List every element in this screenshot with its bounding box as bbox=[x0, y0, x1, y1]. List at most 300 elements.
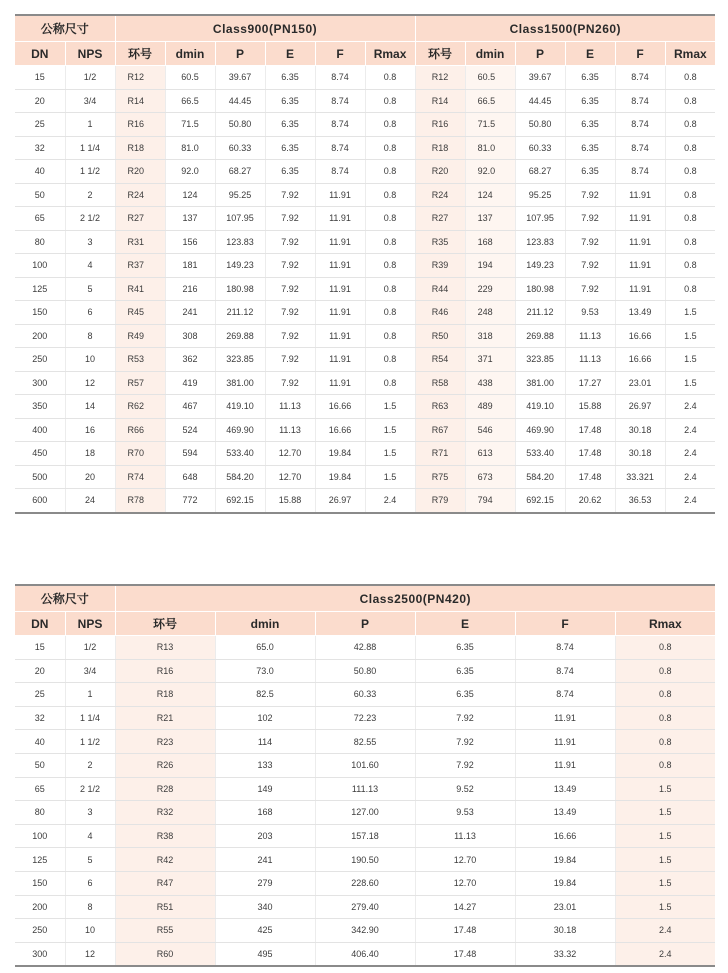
table-cell: 16.66 bbox=[615, 324, 665, 348]
table-cell: R31 bbox=[115, 230, 165, 254]
table-cell: 7.92 bbox=[265, 371, 315, 395]
table-cell: 6.35 bbox=[565, 136, 615, 160]
table-cell: 11.91 bbox=[315, 371, 365, 395]
table-cell: 600 bbox=[15, 489, 65, 513]
table-cell: 8.74 bbox=[315, 89, 365, 113]
table-cell: 6 bbox=[65, 871, 115, 895]
table-cell: 20.62 bbox=[565, 489, 615, 513]
table-row bbox=[15, 730, 715, 754]
table-cell: 1.5 bbox=[615, 777, 715, 801]
table-cell: 648 bbox=[165, 465, 215, 489]
table-cell: 794 bbox=[465, 489, 515, 513]
table-cell: 584.20 bbox=[215, 465, 265, 489]
dmin-header: dmin bbox=[465, 42, 515, 66]
table-cell: 19.84 bbox=[315, 442, 365, 466]
table-cell: 7.92 bbox=[265, 207, 315, 231]
table-row bbox=[15, 160, 715, 184]
rmax-header: Rmax bbox=[615, 612, 715, 636]
class900-header: Class900(PN150) bbox=[115, 15, 415, 42]
table-cell: 6.35 bbox=[265, 113, 315, 137]
table-cell: 0.8 bbox=[365, 254, 415, 278]
table-cell: 11.13 bbox=[565, 324, 615, 348]
table-cell: 30.18 bbox=[615, 418, 665, 442]
table-cell: 7.92 bbox=[265, 183, 315, 207]
table-cell: 13.49 bbox=[515, 801, 615, 825]
table-cell: 44.45 bbox=[215, 89, 265, 113]
table-cell: 533.40 bbox=[215, 442, 265, 466]
table-cell: 1.5 bbox=[615, 895, 715, 919]
table-cell: 180.98 bbox=[515, 277, 565, 301]
table-cell: 125 bbox=[15, 277, 65, 301]
table-cell: 229 bbox=[465, 277, 515, 301]
table-cell: 0.8 bbox=[615, 706, 715, 730]
table-cell: 125 bbox=[15, 848, 65, 872]
table-cell: R49 bbox=[115, 324, 165, 348]
table-cell: 180.98 bbox=[215, 277, 265, 301]
table-cell: 71.5 bbox=[465, 113, 515, 137]
table-row bbox=[15, 753, 715, 777]
table-cell: 11.13 bbox=[565, 348, 615, 372]
table-cell: 0.8 bbox=[665, 254, 715, 278]
table-cell: 10 bbox=[65, 348, 115, 372]
table-cell: 269.88 bbox=[515, 324, 565, 348]
table-cell: 12.70 bbox=[415, 871, 515, 895]
table-cell: 7.92 bbox=[415, 730, 515, 754]
table-cell: R13 bbox=[115, 636, 215, 660]
table-cell: 100 bbox=[15, 254, 65, 278]
table-cell: 7.92 bbox=[415, 706, 515, 730]
table-row bbox=[15, 871, 715, 895]
table-row bbox=[15, 942, 715, 966]
table-cell: 8.74 bbox=[615, 89, 665, 113]
table-cell: R37 bbox=[115, 254, 165, 278]
table-cell: 65.0 bbox=[215, 636, 315, 660]
table-cell: 438 bbox=[465, 371, 515, 395]
table-cell: 36.53 bbox=[615, 489, 665, 513]
p-header: P bbox=[515, 42, 565, 66]
table-cell: 1.5 bbox=[365, 418, 415, 442]
table-cell: 350 bbox=[15, 395, 65, 419]
table-cell: 279.40 bbox=[315, 895, 415, 919]
table-cell: 7.92 bbox=[265, 230, 315, 254]
table-cell: R20 bbox=[115, 160, 165, 184]
table-cell: 6.35 bbox=[415, 659, 515, 683]
table-row bbox=[15, 324, 715, 348]
table-cell: 584.20 bbox=[515, 465, 565, 489]
table-cell: 0.8 bbox=[665, 89, 715, 113]
table-cell: 19.84 bbox=[515, 848, 615, 872]
table-cell: R42 bbox=[115, 848, 215, 872]
table-cell: R28 bbox=[115, 777, 215, 801]
table-cell: R32 bbox=[115, 801, 215, 825]
table-row bbox=[15, 207, 715, 231]
table-cell: 181 bbox=[165, 254, 215, 278]
table-cell: 2 bbox=[65, 183, 115, 207]
table-cell: 2.4 bbox=[665, 395, 715, 419]
table-cell: 1.5 bbox=[365, 465, 415, 489]
table-cell: 11.13 bbox=[415, 824, 515, 848]
table-cell: 60.5 bbox=[165, 66, 215, 90]
table-row bbox=[15, 395, 715, 419]
e-header: E bbox=[565, 42, 615, 66]
table-cell: 425 bbox=[215, 919, 315, 943]
table-cell: 23.01 bbox=[515, 895, 615, 919]
table-cell: 419.10 bbox=[515, 395, 565, 419]
dn-header: DN bbox=[15, 42, 65, 66]
table-cell: 6.35 bbox=[565, 160, 615, 184]
table-cell: 200 bbox=[15, 324, 65, 348]
table-cell: 371 bbox=[465, 348, 515, 372]
table-cell: 95.25 bbox=[215, 183, 265, 207]
table-row bbox=[15, 371, 715, 395]
table-cell: 13.49 bbox=[615, 301, 665, 325]
table-cell: 68.27 bbox=[215, 160, 265, 184]
table-cell: 1 1/4 bbox=[65, 706, 115, 730]
table-cell: 11.91 bbox=[515, 753, 615, 777]
table-cell: R21 bbox=[115, 706, 215, 730]
table-cell: 11.91 bbox=[615, 254, 665, 278]
table-cell: R41 bbox=[115, 277, 165, 301]
table-cell: 20 bbox=[15, 659, 65, 683]
table-cell: 12 bbox=[65, 942, 115, 966]
table-cell: 42.88 bbox=[315, 636, 415, 660]
table-cell: 107.95 bbox=[515, 207, 565, 231]
table-row bbox=[15, 89, 715, 113]
table-cell: R18 bbox=[115, 683, 215, 707]
table-cell: R14 bbox=[415, 89, 465, 113]
table-cell: 73.0 bbox=[215, 659, 315, 683]
e-header: E bbox=[415, 612, 515, 636]
table-row bbox=[15, 348, 715, 372]
table-cell: 7.92 bbox=[415, 753, 515, 777]
table-cell: 15 bbox=[15, 66, 65, 90]
table-cell: 0.8 bbox=[365, 277, 415, 301]
table-cell: 149.23 bbox=[215, 254, 265, 278]
table-cell: 0.8 bbox=[365, 113, 415, 137]
p-header: P bbox=[215, 42, 265, 66]
table-cell: 6.35 bbox=[565, 89, 615, 113]
table-cell: 673 bbox=[465, 465, 515, 489]
table-cell: 81.0 bbox=[165, 136, 215, 160]
table-cell: 772 bbox=[165, 489, 215, 513]
table-cell: 11.91 bbox=[315, 301, 365, 325]
table-cell: 80 bbox=[15, 801, 65, 825]
table-cell: 17.48 bbox=[415, 942, 515, 966]
table-row bbox=[15, 183, 715, 207]
nps-header: NPS bbox=[65, 42, 115, 66]
table-cell: 495 bbox=[215, 942, 315, 966]
table-cell: R23 bbox=[115, 730, 215, 754]
table-cell: 381.00 bbox=[515, 371, 565, 395]
table-cell: R60 bbox=[115, 942, 215, 966]
table-cell: 692.15 bbox=[515, 489, 565, 513]
table-cell: 11.91 bbox=[515, 730, 615, 754]
table-row bbox=[15, 136, 715, 160]
table-cell: R58 bbox=[415, 371, 465, 395]
table-cell: 3/4 bbox=[65, 89, 115, 113]
table-cell: 0.8 bbox=[615, 730, 715, 754]
table-cell: 9.52 bbox=[415, 777, 515, 801]
nominal-size-header: 公称尺寸 bbox=[15, 15, 115, 42]
table-cell: 0.8 bbox=[365, 348, 415, 372]
table-cell: R26 bbox=[115, 753, 215, 777]
table-cell: R16 bbox=[115, 113, 165, 137]
table-cell: 114 bbox=[215, 730, 315, 754]
table-cell: 11.91 bbox=[615, 207, 665, 231]
table-cell: 137 bbox=[465, 207, 515, 231]
table-cell: 1.5 bbox=[665, 371, 715, 395]
e-header: E bbox=[265, 42, 315, 66]
table-cell: R47 bbox=[115, 871, 215, 895]
table-cell: R27 bbox=[415, 207, 465, 231]
table-cell: 228.60 bbox=[315, 871, 415, 895]
table-cell: 7.92 bbox=[565, 254, 615, 278]
table-cell: 2.4 bbox=[615, 919, 715, 943]
table-cell: R63 bbox=[415, 395, 465, 419]
table-cell: 95.25 bbox=[515, 183, 565, 207]
table-cell: 8.74 bbox=[315, 113, 365, 137]
table-cell: 248 bbox=[465, 301, 515, 325]
table-cell: 7.92 bbox=[265, 301, 315, 325]
table-cell: 6.35 bbox=[265, 89, 315, 113]
table-cell: 102 bbox=[215, 706, 315, 730]
table-cell: 469.90 bbox=[515, 418, 565, 442]
table-cell: 2.4 bbox=[665, 418, 715, 442]
nps-header: NPS bbox=[65, 612, 115, 636]
table-cell: R75 bbox=[415, 465, 465, 489]
table-cell: 7.92 bbox=[265, 277, 315, 301]
table-cell: 0.8 bbox=[665, 160, 715, 184]
dmin-header: dmin bbox=[215, 612, 315, 636]
table-cell: 0.8 bbox=[665, 136, 715, 160]
table-cell: 6.35 bbox=[265, 160, 315, 184]
table-cell: 241 bbox=[215, 848, 315, 872]
table-cell: 50 bbox=[15, 753, 65, 777]
p-header: P bbox=[315, 612, 415, 636]
table-cell: 8 bbox=[65, 895, 115, 919]
class2500-header: Class2500(PN420) bbox=[115, 585, 715, 612]
table-cell: 107.95 bbox=[215, 207, 265, 231]
table-row bbox=[15, 254, 715, 278]
table-cell: 124 bbox=[465, 183, 515, 207]
table-cell: 2.4 bbox=[615, 942, 715, 966]
table-cell: 1.5 bbox=[615, 871, 715, 895]
rmax-header: Rmax bbox=[365, 42, 415, 66]
table-cell: 1 1/2 bbox=[65, 160, 115, 184]
table-cell: 11.91 bbox=[315, 207, 365, 231]
table-cell: 0.8 bbox=[365, 66, 415, 90]
table-cell: 149 bbox=[215, 777, 315, 801]
ring-no-header: 环号 bbox=[115, 612, 215, 636]
table-cell: 50.80 bbox=[315, 659, 415, 683]
table-row bbox=[15, 113, 715, 137]
table-cell: 33.32 bbox=[515, 942, 615, 966]
table-cell: 12.70 bbox=[265, 465, 315, 489]
table-row bbox=[15, 301, 715, 325]
table-cell: R79 bbox=[415, 489, 465, 513]
table-cell: 11.91 bbox=[315, 254, 365, 278]
table-cell: 342.90 bbox=[315, 919, 415, 943]
table-cell: 20 bbox=[15, 89, 65, 113]
table-cell: 0.8 bbox=[365, 230, 415, 254]
table-cell: 524 bbox=[165, 418, 215, 442]
table-row bbox=[15, 277, 715, 301]
table-row bbox=[15, 636, 715, 660]
table-cell: R16 bbox=[115, 659, 215, 683]
table-cell: R57 bbox=[115, 371, 165, 395]
table-cell: 72.23 bbox=[315, 706, 415, 730]
table-cell: 16.66 bbox=[615, 348, 665, 372]
table-cell: 4 bbox=[65, 824, 115, 848]
table-row bbox=[15, 777, 715, 801]
table-cell: 467 bbox=[165, 395, 215, 419]
table-cell: 60.33 bbox=[215, 136, 265, 160]
table-cell: 11.91 bbox=[615, 277, 665, 301]
table-cell: 1.5 bbox=[615, 824, 715, 848]
table-cell: 111.13 bbox=[315, 777, 415, 801]
table-cell: 419 bbox=[165, 371, 215, 395]
table-cell: 1/2 bbox=[65, 66, 115, 90]
table-cell: 0.8 bbox=[365, 371, 415, 395]
table-cell: 2.4 bbox=[365, 489, 415, 513]
table-cell: 8.74 bbox=[615, 160, 665, 184]
table-cell: 211.12 bbox=[215, 301, 265, 325]
table-cell: 11.91 bbox=[315, 277, 365, 301]
table-cell: 17.48 bbox=[565, 442, 615, 466]
class1500-header: Class1500(PN260) bbox=[415, 15, 715, 42]
table-cell: 1 bbox=[65, 683, 115, 707]
table-cell: 157.18 bbox=[315, 824, 415, 848]
table-cell: 14 bbox=[65, 395, 115, 419]
table-cell: R18 bbox=[415, 136, 465, 160]
table-cell: 149.23 bbox=[515, 254, 565, 278]
table-row bbox=[15, 801, 715, 825]
class900-1500-table bbox=[15, 14, 715, 514]
table-row bbox=[15, 418, 715, 442]
table-cell: R46 bbox=[415, 301, 465, 325]
table-cell: 194 bbox=[465, 254, 515, 278]
table-cell: 5 bbox=[65, 277, 115, 301]
table-cell: 16 bbox=[65, 418, 115, 442]
table-cell: 30.18 bbox=[615, 442, 665, 466]
table-cell: 7.92 bbox=[565, 183, 615, 207]
table-cell: 381.00 bbox=[215, 371, 265, 395]
table-cell: 211.12 bbox=[515, 301, 565, 325]
table-cell: 127.00 bbox=[315, 801, 415, 825]
table-cell: 13.49 bbox=[515, 777, 615, 801]
table-cell: 300 bbox=[15, 942, 65, 966]
table-cell: 500 bbox=[15, 465, 65, 489]
table-cell: 11.91 bbox=[615, 230, 665, 254]
table-cell: 8.74 bbox=[515, 636, 615, 660]
table-cell: 101.60 bbox=[315, 753, 415, 777]
table-cell: R18 bbox=[115, 136, 165, 160]
table-cell: 0.8 bbox=[665, 183, 715, 207]
table-cell: 308 bbox=[165, 324, 215, 348]
table-cell: 1.5 bbox=[665, 301, 715, 325]
table-cell: 0.8 bbox=[615, 659, 715, 683]
table-cell: 6.35 bbox=[565, 113, 615, 137]
table-cell: 44.45 bbox=[515, 89, 565, 113]
table-cell: 6.35 bbox=[265, 136, 315, 160]
table-cell: 150 bbox=[15, 871, 65, 895]
table-cell: 68.27 bbox=[515, 160, 565, 184]
table-cell: 137 bbox=[165, 207, 215, 231]
table-cell: 0.8 bbox=[365, 89, 415, 113]
table-cell: 150 bbox=[15, 301, 65, 325]
table-cell: 60.33 bbox=[515, 136, 565, 160]
table-cell: 82.5 bbox=[215, 683, 315, 707]
table-cell: 0.8 bbox=[665, 230, 715, 254]
table-cell: 279 bbox=[215, 871, 315, 895]
table-cell: 546 bbox=[465, 418, 515, 442]
table-cell: 8.74 bbox=[515, 659, 615, 683]
table-cell: 11.91 bbox=[315, 230, 365, 254]
table-cell: 2.4 bbox=[665, 489, 715, 513]
ring-no-header: 环号 bbox=[415, 42, 465, 66]
table-cell: 25 bbox=[15, 113, 65, 137]
table-cell: 190.50 bbox=[315, 848, 415, 872]
table-cell: 2 bbox=[65, 753, 115, 777]
table-cell: 613 bbox=[465, 442, 515, 466]
table-cell: 3 bbox=[65, 801, 115, 825]
table-cell: 12.70 bbox=[415, 848, 515, 872]
table-cell: 65 bbox=[15, 207, 65, 231]
table-cell: 362 bbox=[165, 348, 215, 372]
table-row bbox=[15, 465, 715, 489]
table-cell: 300 bbox=[15, 371, 65, 395]
table-cell: 533.40 bbox=[515, 442, 565, 466]
table-cell: R24 bbox=[115, 183, 165, 207]
table-cell: 216 bbox=[165, 277, 215, 301]
table-cell: 200 bbox=[15, 895, 65, 919]
table-cell: R24 bbox=[415, 183, 465, 207]
table-cell: 8.74 bbox=[615, 136, 665, 160]
table-cell: 20 bbox=[65, 465, 115, 489]
table-cell: 11.91 bbox=[615, 183, 665, 207]
table-cell: 6 bbox=[65, 301, 115, 325]
table-cell: 0.8 bbox=[365, 324, 415, 348]
table-cell: 16.66 bbox=[315, 395, 365, 419]
table-cell: 8.74 bbox=[615, 113, 665, 137]
table-row bbox=[15, 66, 715, 90]
table-cell: R38 bbox=[115, 824, 215, 848]
table-cell: 5 bbox=[65, 848, 115, 872]
nominal-size-header: 公称尺寸 bbox=[15, 585, 115, 612]
table-cell: 0.8 bbox=[665, 277, 715, 301]
table-cell: 318 bbox=[465, 324, 515, 348]
table-cell: 32 bbox=[15, 136, 65, 160]
table-cell: 9.53 bbox=[415, 801, 515, 825]
table-cell: R62 bbox=[115, 395, 165, 419]
table-cell: 8 bbox=[65, 324, 115, 348]
table-cell: 0.8 bbox=[615, 753, 715, 777]
table-cell: 2 1/2 bbox=[65, 777, 115, 801]
f-header: F bbox=[615, 42, 665, 66]
table-cell: R12 bbox=[415, 66, 465, 90]
table-cell: 1.5 bbox=[665, 348, 715, 372]
table-cell: 11.13 bbox=[265, 395, 315, 419]
table-cell: 3/4 bbox=[65, 659, 115, 683]
table-cell: 0.8 bbox=[365, 183, 415, 207]
table-cell: 50.80 bbox=[215, 113, 265, 137]
table-cell: 17.48 bbox=[415, 919, 515, 943]
table-cell: 133 bbox=[215, 753, 315, 777]
table-cell: 489 bbox=[465, 395, 515, 419]
table-cell: 11.13 bbox=[265, 418, 315, 442]
table-row bbox=[15, 919, 715, 943]
table-cell: 16.66 bbox=[315, 418, 365, 442]
